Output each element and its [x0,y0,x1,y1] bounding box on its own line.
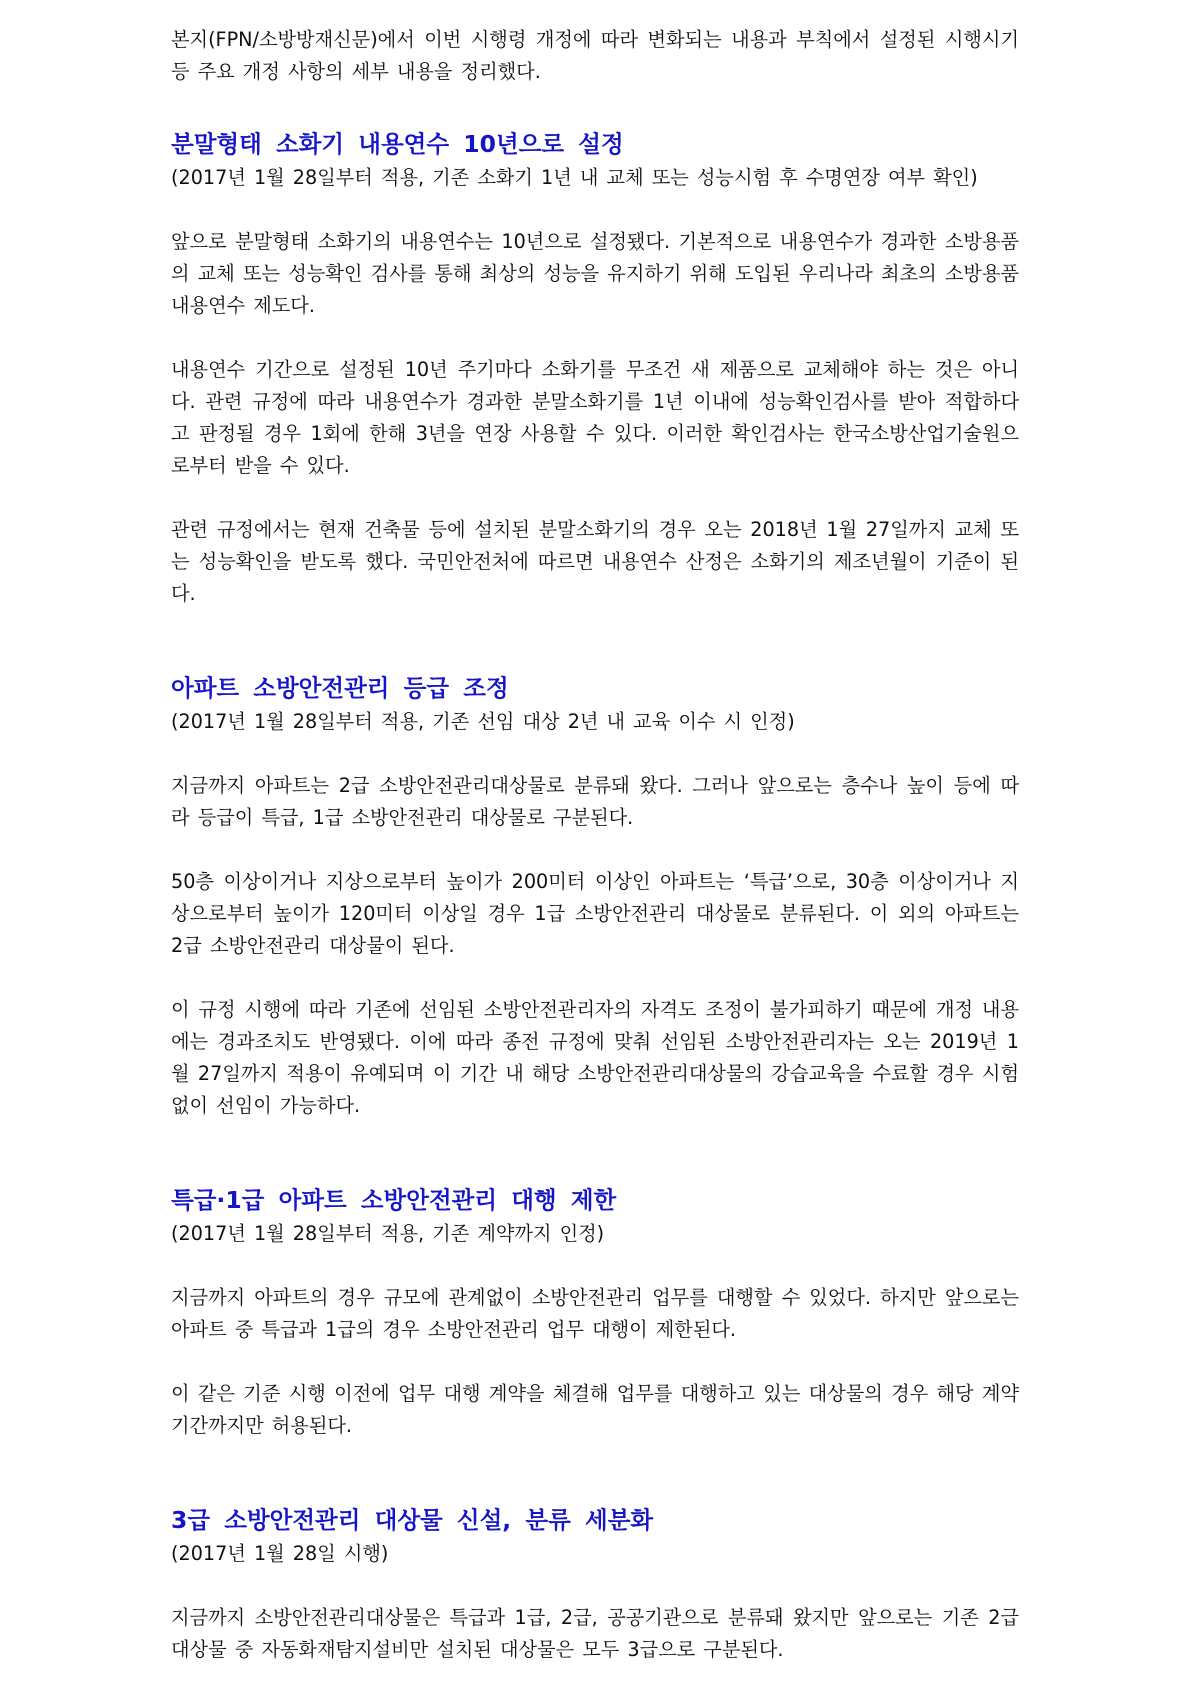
section-spacer [171,1122,1019,1176]
body-paragraph: 관련 규정에서는 현재 건축물 등에 설치된 분말소화기의 경우 오는 2018년 1월 27일까지 교체 또는 성능확인을 받도록 했다. 국민안전처에 따르면 내용연수 산정은 소화기의 제조년월이 기준이 된다. [171,518,1019,605]
section-spacer [171,610,1019,664]
section-powder-extinguisher [171,120,1019,610]
section-spacer [171,1442,1019,1496]
section-note: (2017년 1월 28일 시행) [171,1542,389,1565]
body-paragraph: 지금까지 아파트의 경우 규모에 관계없이 소방안전관리 업무를 대행할 수 있었다. 하지만 앞으로는 아파트 중 특급과 1급의 경우 소방안전관리 업무 대행이 제한된다. [171,1286,1019,1341]
section-heading: 3급 소방안전관리 대상물 신설, 분류 세분화 [171,1506,654,1534]
section-agency-restriction [171,1176,1019,1442]
body-paragraph: 50층 이상이거나 지상으로부터 높이가 200미터 이상인 아파트는 ‘특급’으로, 30층 이상이거나 지상으로부터 높이가 120미터 이상일 경우 1급 소방안전관리 대상물로 분류된다. 이 외의 아파트는 2급 소방안전관리 대상물이 된다. [171,870,1019,957]
section-heading: 아파트 소방안전관리 등급 조정 [171,674,509,702]
body-paragraph: 이 같은 기준 시행 이전에 업무 대행 계약을 체결해 업무를 대행하고 있는 대상물의 경우 해당 계약 기간까지만 허용된다. [171,1382,1019,1437]
body-paragraph: 이 규정 시행에 따라 기존에 선임된 소방안전관리자의 자격도 조정이 불가피하기 때문에 개정 내용에는 경과조치도 반영됐다. 이에 따라 종전 규정에 맞춰 선임된 소방안전관리자는 오는 2019년 1월 27일까지 적용이 유예되며 이 기간 내 해당 소방안전관리대상물의 강습교육을 수료할 경우 시험 없이 선임이 가능하다. [171,998,1019,1117]
section-note: (2017년 1월 28일부터 적용, 기존 선임 대상 2년 내 교육 이수 시 인정) [171,710,795,733]
body-paragraph: 지금까지 아파트는 2급 소방안전관리대상물로 분류돼 왔다. 그러나 앞으로는 층수나 높이 등에 따라 등급이 특급, 1급 소방안전관리 대상물로 구분된다. [171,774,1019,829]
section-apartment-grade [171,664,1019,1122]
article-page [171,24,1019,1666]
section-heading: 특급·1급 아파트 소방안전관리 대행 제한 [171,1186,617,1214]
section-heading: 분말형태 소화기 내용연수 10년으로 설정 [171,130,624,158]
body-paragraph: 지금까지 소방안전관리대상물은 특급과 1급, 2급, 공공기관으로 분류돼 왔지만 앞으로는 기존 2급 대상물 중 자동화재탐지설비만 설치된 대상물은 모두 3급으로 구분된다. [171,1606,1019,1661]
section-grade3-new [171,1496,1019,1666]
section-note: (2017년 1월 28일부터 적용, 기존 소화기 1년 내 교체 또는 성능시험 후 수명연장 여부 확인) [171,166,978,189]
section-note: (2017년 1월 28일부터 적용, 기존 계약까지 인정) [171,1222,605,1245]
body-paragraph: 앞으로 분말형태 소화기의 내용연수는 10년으로 설정됐다. 기본적으로 내용연수가 경과한 소방용품의 교체 또는 성능확인 검사를 통해 최상의 성능을 유지하기 위해 도입된 우리나라 최초의 소방용품 내용연수 제도다. [171,230,1019,317]
body-paragraph: 내용연수 기간으로 설정된 10년 주기마다 소화기를 무조건 새 제품으로 교체해야 하는 것은 아니다. 관련 규정에 따라 내용연수가 경과한 분말소화기를 1년 이내에 성능확인검사를 받아 적합하다고 판정될 경우 1회에 한해 3년을 연장 사용할 수 있다. 이러한 확인검사는 한국소방산업기술원으로부터 받을 수 있다. [171,358,1019,477]
intro-paragraph: 본지(FPN/소방방재신문)에서 이번 시행령 개정에 따라 변화되는 내용과 부칙에서 설정된 시행시기 등 주요 개정 사항의 세부 내용을 정리했다. [171,28,1019,83]
